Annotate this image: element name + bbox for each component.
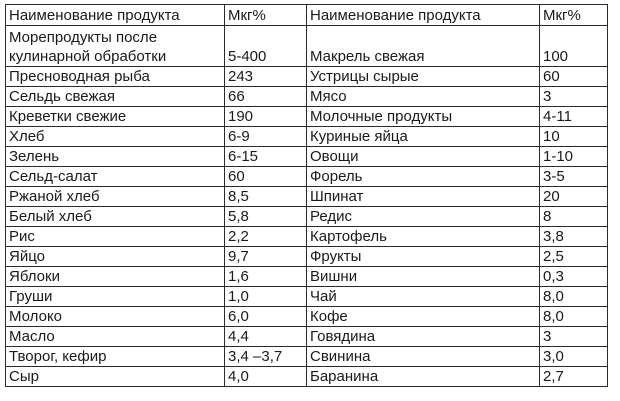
product-name-cell: Вишни (307, 267, 540, 287)
product-name-cell: Пресноводная рыба (6, 67, 225, 87)
table-row (6, 87, 608, 107)
header-mcg-percent-2: Мкг% (540, 5, 608, 26)
value-cell: 3 (540, 87, 608, 107)
product-name-cell: Сыр (6, 367, 225, 387)
product-name-cell: Ржаной хлеб (6, 187, 225, 207)
header-mcg-percent-1: Мкг% (225, 5, 307, 26)
table-row (6, 347, 608, 367)
product-name-cell: Сельдь свежая (6, 87, 225, 107)
product-name-cell: Мясо (307, 87, 540, 107)
product-name-cell: Молоко (6, 307, 225, 327)
table-row (6, 147, 608, 167)
value-cell: 3-5 (540, 167, 608, 187)
product-name-cell: Рис (6, 227, 225, 247)
table-row (6, 267, 608, 287)
value-cell: 66 (225, 87, 307, 107)
product-name-line: кулинарной обработки (9, 48, 167, 65)
product-name-cell: Сельд-салат (6, 167, 225, 187)
value-cell: 8,0 (540, 287, 608, 307)
value-cell: 3,0 (540, 347, 608, 367)
value-cell: 3,4 –3,7 (225, 347, 307, 367)
product-name-cell: Кофе (307, 307, 540, 327)
product-name-cell: Творог, кефир (6, 347, 225, 367)
product-name-cell: Яйцо (6, 247, 225, 267)
value-cell: 2,5 (540, 247, 608, 267)
table-row (6, 187, 608, 207)
value-cell: 0,3 (540, 267, 608, 287)
value-cell: 100 (540, 26, 608, 67)
value-cell: 10 (540, 127, 608, 147)
product-name-cell: Фрукты (307, 247, 540, 267)
table-row (6, 26, 608, 67)
product-name-line: Морепродукты после (9, 29, 158, 46)
table-row (6, 287, 608, 307)
value-cell: 3 (540, 327, 608, 347)
product-name-cell: Молочные продукты (307, 107, 540, 127)
value-cell: 60 (540, 67, 608, 87)
value-cell: 1,6 (225, 267, 307, 287)
product-name-cell: Картофель (307, 227, 540, 247)
value-cell: 8,0 (540, 307, 608, 327)
value-cell: 1,0 (225, 287, 307, 307)
product-name-cell: Шпинат (307, 187, 540, 207)
value-cell: 8 (540, 207, 608, 227)
value-cell: 4-11 (540, 107, 608, 127)
value-cell: 8,5 (225, 187, 307, 207)
product-table-container (5, 4, 607, 387)
product-name-cell: Куриные яйца (307, 127, 540, 147)
table-row (6, 67, 608, 87)
table-row (6, 127, 608, 147)
value-cell: 4,0 (225, 367, 307, 387)
table-row (6, 227, 608, 247)
value-cell: 6-15 (225, 147, 307, 167)
table-row (6, 307, 608, 327)
product-name-cell: Баранина (307, 367, 540, 387)
product-name-cell (6, 26, 225, 67)
product-name-cell: Макрель свежая (307, 26, 540, 67)
product-name-cell: Чай (307, 287, 540, 307)
table-row (6, 247, 608, 267)
table-header-row (6, 5, 608, 26)
product-name-cell: Груши (6, 287, 225, 307)
value-cell: 1-10 (540, 147, 608, 167)
product-name-cell: Редис (307, 207, 540, 227)
product-name-cell: Говядина (307, 327, 540, 347)
product-name-cell: Креветки свежие (6, 107, 225, 127)
value-cell: 4,4 (225, 327, 307, 347)
value-cell: 2,7 (540, 367, 608, 387)
table-row (6, 327, 608, 347)
product-name-cell: Зелень (6, 147, 225, 167)
table-row (6, 207, 608, 227)
product-name-cell: Масло (6, 327, 225, 347)
product-name-cell: Форель (307, 167, 540, 187)
table-row (6, 367, 608, 387)
value-cell: 5-400 (225, 26, 307, 67)
value-cell: 6-9 (225, 127, 307, 147)
product-name-cell: Устрицы сырые (307, 67, 540, 87)
value-cell: 9,7 (225, 247, 307, 267)
product-name-cell: Хлеб (6, 127, 225, 147)
header-product-name-2: Наименование продукта (307, 5, 540, 26)
table-row (6, 107, 608, 127)
product-name-cell: Овощи (307, 147, 540, 167)
value-cell: 190 (225, 107, 307, 127)
value-cell: 243 (225, 67, 307, 87)
product-name-cell: Свинина (307, 347, 540, 367)
product-name-cell: Яблоки (6, 267, 225, 287)
value-cell: 5,8 (225, 207, 307, 227)
value-cell: 60 (225, 167, 307, 187)
value-cell: 3,8 (540, 227, 608, 247)
table-row (6, 167, 608, 187)
product-name-cell: Белый хлеб (6, 207, 225, 227)
value-cell: 6,0 (225, 307, 307, 327)
value-cell: 2,2 (225, 227, 307, 247)
header-product-name-1: Наименование продукта (6, 5, 225, 26)
product-table (5, 4, 608, 387)
value-cell: 20 (540, 187, 608, 207)
